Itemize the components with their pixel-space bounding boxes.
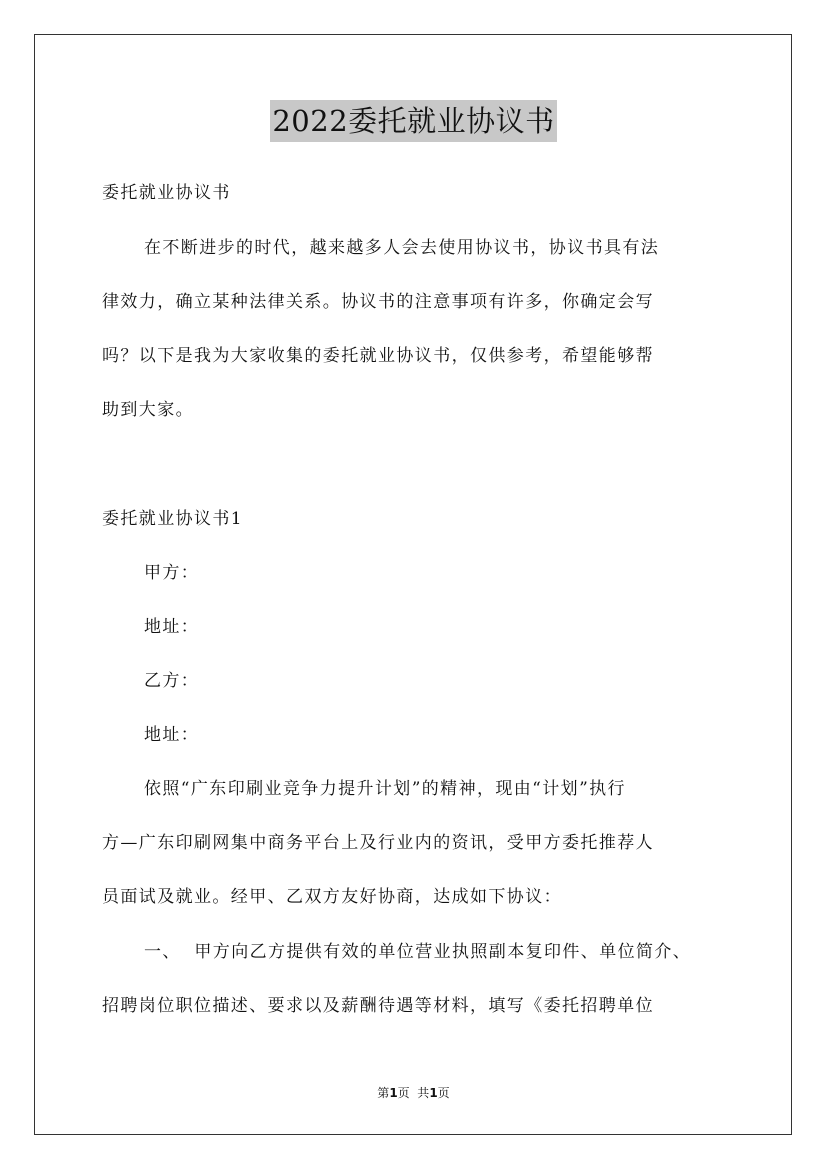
intro-line-2: 律效力，确立某种法律关系。协议书的注意事项有许多，你确定会写 <box>102 292 654 312</box>
intro-line-3: 吗？以下是我为大家收集的委托就业协议书，仅供参考，希望能够帮 <box>102 346 654 366</box>
basis-line-3: 员面试及就业。经甲、乙双方友好协商，达成如下协议： <box>102 887 562 907</box>
footer-page-suffix: 页 <box>437 1086 450 1100</box>
title-container <box>0 100 827 142</box>
page-footer <box>0 1085 827 1101</box>
document-subtitle: 委托就业协议书 <box>102 183 231 203</box>
footer-page-total: 1 <box>429 1086 438 1100</box>
clause-1-line-1: 一、 甲方向乙方提供有效的单位营业执照副本复印件、单位简介、 <box>144 942 692 962</box>
footer-page-current: 1 <box>389 1086 398 1100</box>
address-a-label: 地址： <box>144 617 200 637</box>
intro-line-1: 在不断进步的时代，越来越多人会去使用协议书，协议书具有法 <box>144 238 660 258</box>
section-title: 委托就业协议书1 <box>102 509 244 529</box>
document-title: 2022委托就业协议书 <box>270 100 556 142</box>
basis-line-1: 依照“广东印刷业竞争力提升计划”的精神，现由“计划”执行 <box>144 779 626 799</box>
party-a-label: 甲方： <box>144 563 200 583</box>
address-b-label: 地址： <box>144 725 200 745</box>
basis-line-2: 方—广东印刷网集中商务平台上及行业内的资讯，受甲方委托推荐人 <box>102 833 654 853</box>
clause-1-line-2: 招聘岗位职位描述、要求以及薪酬待遇等材料，填写《委托招聘单位 <box>102 996 654 1016</box>
footer-page-mid: 页 共 <box>397 1086 430 1100</box>
footer-page-prefix: 第 <box>377 1086 390 1100</box>
party-b-label: 乙方： <box>144 671 200 691</box>
intro-line-4: 助到大家。 <box>102 400 194 420</box>
